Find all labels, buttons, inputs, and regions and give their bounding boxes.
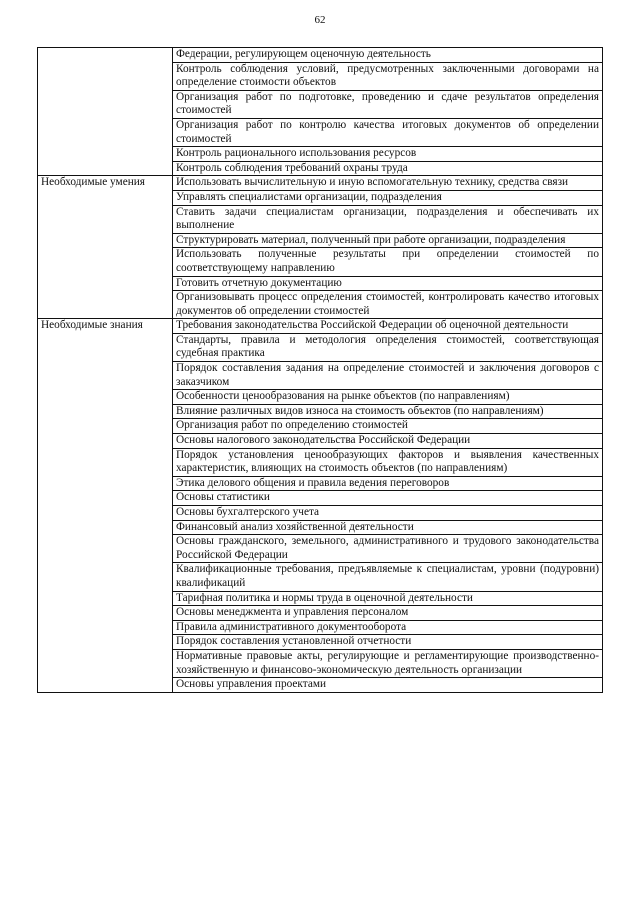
requirement-item: Основы управления проектами [173,678,603,693]
table-row [38,176,603,191]
requirement-item: Порядок составления установленной отчетности [173,635,603,650]
section-label: Необходимые знания [38,319,173,692]
requirement-item: Порядок составления задания на определение стоимостей и заключения договоров с заказчиком [173,362,603,390]
requirement-item: Организовывать процесс определения стоимостей, контролировать качество итоговых документов об определении стоимостей [173,291,603,319]
requirement-item: Тарифная политика и нормы труда в оценочной деятельности [173,591,603,606]
requirement-item: Нормативные правовые акты, регулирующие и регламентирующие производственно-хозяйственную и финансово-экономическую деятельность организации [173,649,603,677]
table-row [38,319,603,334]
requirement-item: Использовать вычислительную и иную вспомогательную технику, средства связи [173,176,603,191]
qualification-table [37,47,603,693]
requirement-item: Контроль соблюдения требований охраны труда [173,161,603,176]
requirement-item: Контроль соблюдения условий, предусмотренных заключенными договорами на определение стоимости объектов [173,62,603,90]
continued-label-cell [38,48,173,176]
requirement-item: Этика делового общения и правила ведения переговоров [173,476,603,491]
requirement-item: Влияние различных видов износа на стоимость объектов (по направлениям) [173,404,603,419]
requirement-item: Федерации, регулирующем оценочную деятельность [173,48,603,63]
requirement-item: Ставить задачи специалистам организации, подразделения и обеспечивать их выполнение [173,205,603,233]
section-label: Необходимые умения [38,176,173,319]
requirement-item: Правила административного документооборота [173,620,603,635]
requirement-item: Основы гражданского, земельного, административного и трудового законодательства Российской Федерации [173,535,603,563]
requirement-item: Порядок установления ценообразующих факторов и выявления качественных характеристик, влияющих на стоимость объектов (по направлениям) [173,448,603,476]
requirement-item: Организация работ по подготовке, проведению и сдаче результатов определения стоимостей [173,90,603,118]
requirement-item: Структурировать материал, полученный при работе организации, подразделения [173,233,603,248]
requirement-item: Основы статистики [173,491,603,506]
requirement-item: Управлять специалистами организации, подразделения [173,190,603,205]
requirement-item: Организация работ по определению стоимостей [173,419,603,434]
requirement-item: Квалификационные требования, предъявляемые к специалистам, уровни (подуровни) квалификаций [173,563,603,591]
requirement-item: Финансовый анализ хозяйственной деятельности [173,520,603,535]
requirement-item: Использовать полученные результаты при определении стоимостей по соответствующему направлению [173,248,603,276]
page-number: 62 [314,14,326,26]
requirement-item: Организация работ по контролю качества итоговых документов об определении стоимостей [173,118,603,146]
table-row [38,48,603,63]
requirement-item: Особенности ценообразования на рынке объектов (по направлениям) [173,390,603,405]
requirement-item: Основы бухгалтерского учета [173,506,603,521]
requirement-item: Готовить отчетную документацию [173,276,603,291]
requirement-item: Стандарты, правила и методология определения стоимостей, соответствующая судебная практика [173,333,603,361]
requirement-item: Основы менеджмента и управления персоналом [173,606,603,621]
requirement-item: Основы налогового законодательства Российской Федерации [173,434,603,449]
requirement-item: Требования законодательства Российской Федерации об оценочной деятельности [173,319,603,334]
table-body [38,48,603,693]
requirement-item: Контроль рационального использования ресурсов [173,147,603,162]
